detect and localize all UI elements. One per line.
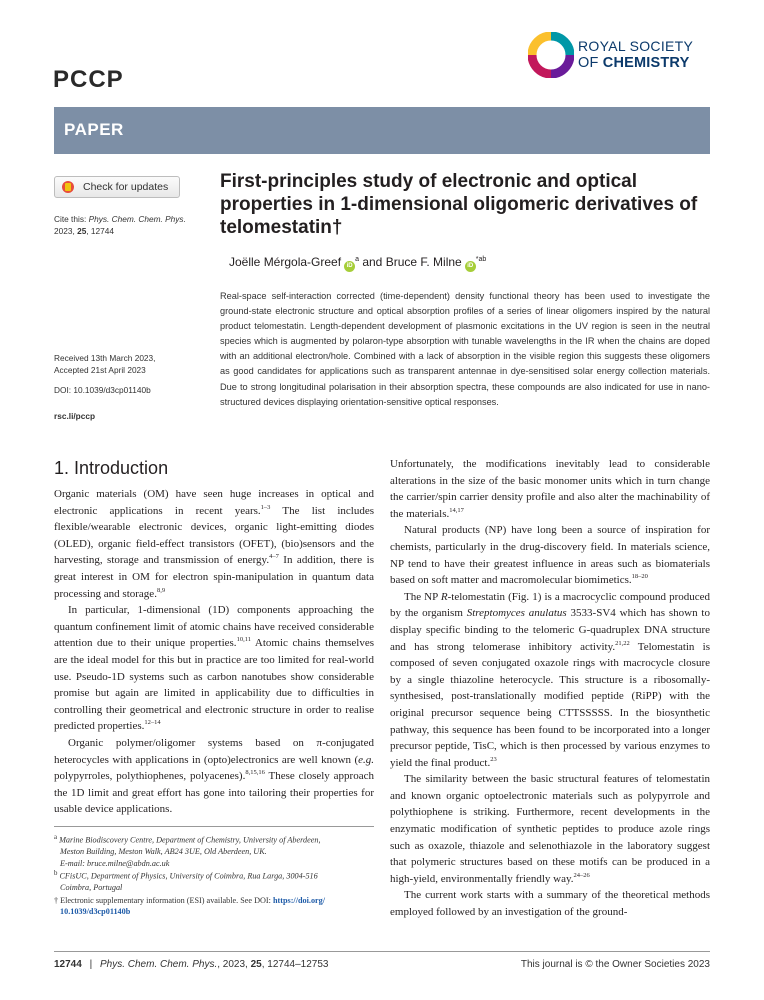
footnote-a-line2: Meston Building, Meston Walk, AB24 3UE, Old Aberdeen, UK. [60,847,267,857]
received-date: Received 13th March 2023, [54,353,156,363]
rsc-logo[interactable] [528,32,714,78]
body-column-left: Organic materials (OM) have seen huge increases in optical and electronic applications in recent years.$^{1-3}$ The list includes flexible/wearable electronic devices, organic light-emitting diodes (OLED), organic field-effect transistors (OFET), (bio)sensors and the harvesting, storage and transmission of energy.$^{4-7}$ In addition, there is great interest in OM for electron spin-manipulation in quantum data processing and storage.$^{8,9}$ In particular, 1-dimensional (1D) components approaching the quantum confinement limit of atomic chains have received considerable attention due to their unique properties.$^{10,11}$ Atomic chains themselves are the ideal model for this but in practice are too limited for real-world use. Pseudo-1D systems such as carbon nanotubes show considerable promise but again are limited in applicability due to difficulties in controlling their geometrical and electronic structure in order to realise predicted properties.$^{12-14}$ Organic polymer/oligomer systems based on π-conjugated heterocycles with applications in (opto)electronics are well known (e.g. polypyrroles, polythiophenes, polyacenes).$^{8,15,16}$ These closely approach the 1D limit and great effort has gone into tailoring their properties for usable device applications. [54,488,374,816]
orcid-icon[interactable]: iD [344,261,355,272]
footer-citation [54,959,328,970]
footer-copyright: This journal is © the Owner Societies 2023 [520,959,710,970]
cite-journal: Phys. Chem. Chem. Phys. [88,214,186,224]
cite-page: , 12744 [86,226,114,236]
footnote-divider [54,826,374,827]
doi[interactable]: DOI: 10.1039/d3cp01140b [54,385,151,395]
footer-divider [54,951,710,952]
check-updates-label: Check for updates [83,181,169,193]
footnote-a-email[interactable]: E-mail: bruce.milne@abdn.ac.uk [60,858,170,868]
footer-journal: Phys. Chem. Chem. Phys. [99,959,218,970]
accepted-date: Accepted 21st April 2023 [54,365,146,375]
footnote-b-marker: b [54,870,58,877]
article-type-banner [54,107,710,154]
publisher-chemistry: CHEMISTRY [602,55,690,71]
esi-link[interactable]: https://doi.org/ [272,896,326,905]
footnote-b-line2: Coimbra, Portugal [60,883,123,893]
author-1-affiliation: a [355,256,359,263]
abstract: Real-space self-interaction corrected (time-dependent) density functional theory has been used to investigate the ground-state electronic structure and optical absorption profiles of a series of linear oligomers inspired by the natural product telomestatin. Length-dependent development of plasmonic excitations in the UV region is seen in the neutral species which is augmented by polaron-type absorption with tunable wavelengths in the IR when the chains are doped with an additional electron/hole. Combined with a lack of absorption in the visible region this suggests these oligomers as good candidates for applications such as transparent antennae in dye-sensitised solar energy collection materials. Due to strong longitudinal polarisation in their absorption spectra, these compounds are also indicated for use in nano-structured devices displaying orientation-sensitive optical responses. [220,291,710,407]
check-for-updates-button[interactable] [54,176,180,198]
cite-volume: 25 [77,226,87,236]
footer-sep: | [89,959,93,970]
footnote-esi [54,895,374,918]
footer-volume: 25 [250,959,262,970]
journal-name: PCCP [53,66,124,93]
article-title: First-principles study of electronic and optical properties in 1-dimensional oligomeric derivatives of telomestatin† [220,171,698,238]
footnote-a-marker: a [54,834,58,841]
article-type-label: PAPER [64,120,124,139]
author-2[interactable]: Bruce F. Milne [385,255,462,269]
section-heading-introduction: 1. Introduction [54,458,169,478]
footnote-affiliation-b [54,868,374,894]
cite-label: Cite this: [54,214,87,224]
rsc-ring-icon [528,32,574,78]
esi-link-cont[interactable]: 10.1039/d3cp01140b [60,907,131,917]
author-1[interactable]: Joëlle Mérgola-Greef [229,255,342,269]
citation-block [54,213,186,237]
dates-block [54,352,155,376]
author-and: and [362,255,383,269]
check-updates-icon [61,180,75,194]
publisher-of: OF [578,55,599,71]
footnote-a-line1: Marine Biodiscovery Centre, Department of Chemistry, University of Aberdeen, [59,835,321,845]
cite-year: 2023, [54,226,75,236]
journal-url[interactable]: rsc.li/pccp [54,411,96,421]
publisher-line1: ROYAL SOCIETY [578,38,694,54]
orcid-icon[interactable]: iD [465,261,476,272]
esi-text: † Electronic supplementary information (ESI) available. See DOI: [54,896,271,905]
author-2-affiliation: *ab [475,256,487,263]
footnote-affiliation-a [54,832,374,869]
footer-pages: , 12744–12753 [261,959,329,970]
footer-year: , 2023, [217,959,248,970]
author-list [229,255,486,272]
footnote-b-line1: CFisUC, Department of Physics, University of Coimbra, Rua Larga, 3004-516 [59,871,318,881]
publisher-line2 [578,55,689,71]
body-column-right: Unfortunately, the modifications inevitably lead to considerable alterations in the size of the basic monomer units which in turn change the carrier/spin carrier density profile and also alter the machinability of the materials.$^{14,17}$ Natural products (NP) have long been a source of inspiration for chemists, particularly in the drug-discovery field. In materials science, NP tend to have their greatest influence in areas such as biomaterials based on soft matter and macromolecular biomimetics.$^{18-20}$ The NP R-telomestatin (Fig. 1) is a macrocyclic compound produced by the organism Streptomyces anulatus 3533-SV4 which has shown to display specific binding to the telomeric G-quadruplex DNA structure and has strong telomerase inhibitory activity.$^{21,22}$ Telomestatin is composed of seven conjugated oxazole rings with macrocycle closure by a single thiazoline heterocycle. This structure is a ribosomally-synthesised, post-translationally modified peptide (RiPP) with the original precursor sequence being CTTSSSSS. In the biosynthetic pathway, this sequence has been found to be incorporated into a longer precursor peptide, TisC, which is then processed by various enzymes to yield the final product.$^{23}$ The similarity between the basic structural features of telomestatin and known organic optoelectronic materials such as polypyrrole and polythiophene is striking. Furthermore, recent developments in the enzymatic modification of synthetic peptides to produce azole rings such as oxazole, thiazole and selenothiazole in the laboratory suggest that polymeric structures based on these motifs can be produced in a high-yield, environmentally friendly way.$^{24-26}$ The current work starts with a summary of the theoretical methods employed followed by an investigation of the ground- [390,458,710,919]
footer-page: 12744 [54,959,82,970]
